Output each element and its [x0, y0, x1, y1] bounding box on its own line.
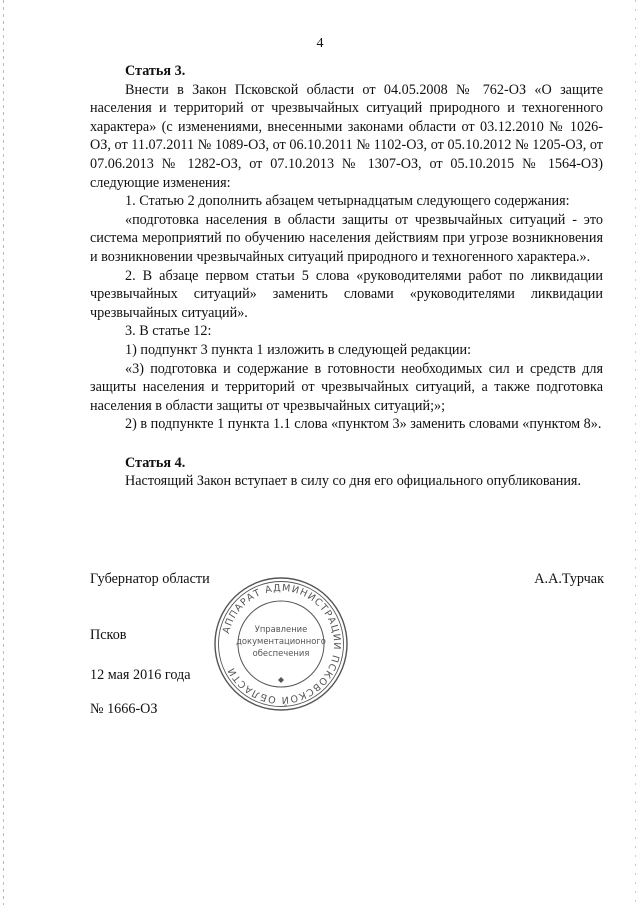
stamp-center-line-1: Управление	[254, 624, 308, 634]
signature-city: Псков	[90, 627, 127, 643]
article-4-heading: Статья 4.	[125, 454, 186, 471]
article-3-item-3-sub-1: 1) подпункт 3 пункта 1 изложить в следующей редакции:	[125, 341, 472, 358]
article-3-intro: Внести в Закон Псковской области от 04.05.2008 № 762-ОЗ «О защите населения и территорий от чрезвычайных ситуаций природного и техногенного характера» (с изменениями, внесенными законами области от 03.12.2010 № 1026-ОЗ, от 11.07.2011 № 1089-ОЗ, от 06.10.2011 № 1102-ОЗ, от 05.10.2012 № 1205-ОЗ, от 07.06.2013 № 1282-ОЗ, от 07.10.2013 № 1307-ОЗ, от 05.10.2015 № 1564-ОЗ) следующие изменения:	[90, 81, 603, 191]
page-number: 4	[316, 36, 324, 51]
signature-name: А.А.Турчак	[534, 571, 604, 587]
article-4-text: Настоящий Закон вступает в силу со дня его официального опубликования.	[125, 473, 581, 490]
article-3-item-2: 2. В абзаце первом статьи 5 слова «руководителями работ по ликвидации чрезвычайных ситуаций» заменить словами «руководителями ликвидации чрезвычайных ситуаций».	[90, 267, 603, 321]
document-body	[90, 62, 603, 491]
signature-date: 12 мая 2016 года	[90, 667, 191, 683]
article-3-item-3-sub-2: 2) в подпункте 1 пункта 1.1 слова «пунктом 3» заменить словами «пунктом 8».	[125, 416, 602, 433]
stamp-seal-icon	[212, 575, 350, 713]
article-3-item-1: 1. Статью 2 дополнить абзацем четырнадцатым следующего содержания:	[125, 193, 570, 210]
official-stamp	[212, 575, 350, 713]
scan-edge-left	[3, 0, 4, 905]
stamp-ring-text: АППАРАТ АДМИНИСТРАЦИИ ПСКОВСКОЙ ОБЛАСТИ	[221, 582, 343, 706]
article-3-item-3: 3. В статье 12:	[125, 323, 212, 340]
article-3-item-1-quote: «подготовка населения в области защиты от чрезвычайных ситуаций - это система мероприятий по обучению населения действиям при угрозе возникновения и возникновении чрезвычайных ситуаций природного и техногенного характера.».	[90, 211, 603, 265]
scan-edge-right	[635, 0, 636, 905]
article-3-item-3-sub-1-quote: «3) подготовка и содержание в готовности необходимых сил и средств для защиты населения и территорий от чрезвычайных ситуаций, а также подготовка населения в области защиты от чрезвычайных ситуаций;»;	[90, 360, 603, 414]
article-3-heading: Статья 3.	[125, 63, 186, 79]
signature-position: Губернатор области	[90, 571, 210, 587]
stamp-center-line-2: документационного	[236, 636, 326, 646]
stamp-center-line-3: обеспечения	[252, 648, 310, 658]
stamp-star-icon	[278, 677, 284, 683]
section-gap	[90, 434, 603, 454]
law-number: № 1666-ОЗ	[90, 701, 158, 717]
